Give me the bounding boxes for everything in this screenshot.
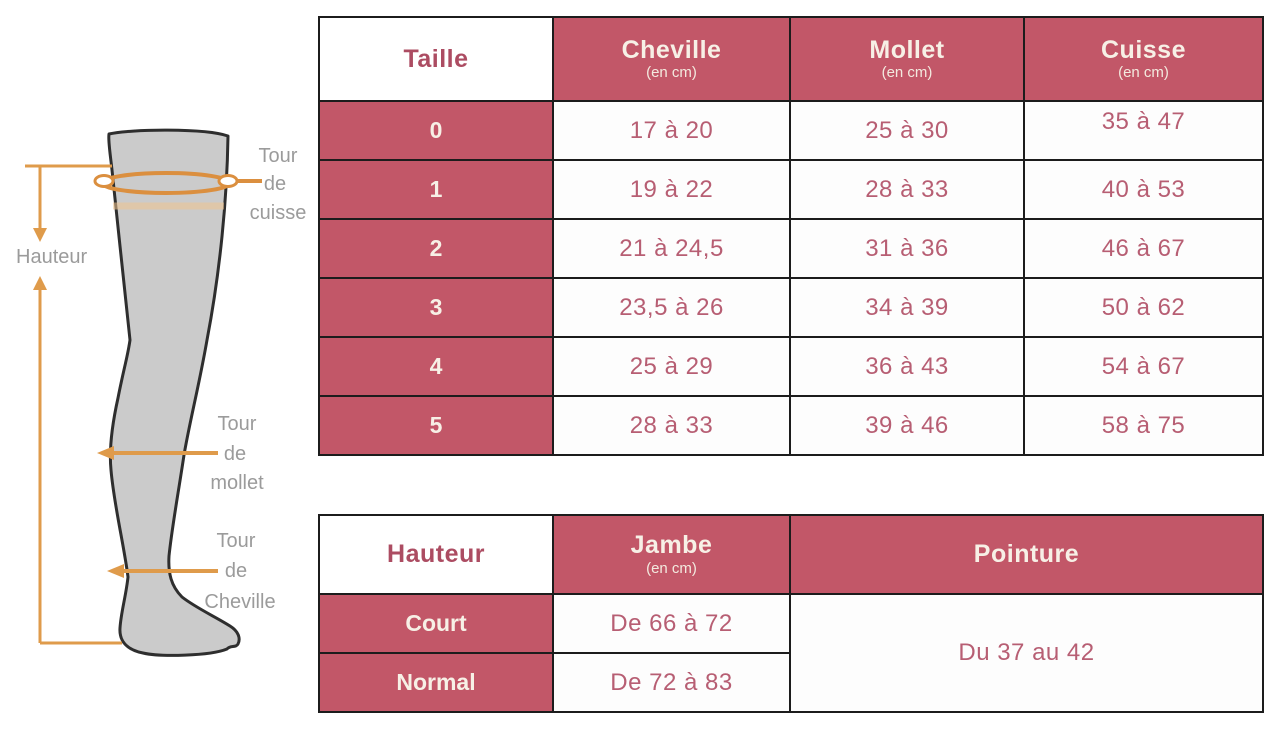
header-mollet-unit: (en cm) bbox=[881, 64, 933, 82]
header-cheville-unit: (en cm) bbox=[646, 64, 697, 82]
size-4-mollet: 36 à 43 bbox=[790, 337, 1024, 396]
label-tour-de-mollet bbox=[210, 413, 264, 494]
size-1-label: 1 bbox=[319, 160, 553, 219]
size-4-cheville: 25 à 29 bbox=[553, 337, 790, 396]
svg-text:cuisse: cuisse bbox=[249, 202, 307, 224]
size-row-4 bbox=[319, 337, 1263, 396]
svg-text:de: de bbox=[224, 560, 248, 582]
size-2-mollet: 31 à 36 bbox=[790, 219, 1024, 278]
size-row-2 bbox=[319, 219, 1263, 278]
size-4-label: 4 bbox=[319, 337, 553, 396]
size-table bbox=[318, 16, 1264, 456]
size-5-mollet: 39 à 46 bbox=[790, 396, 1024, 455]
size-2-cuisse: 46 à 67 bbox=[1024, 219, 1263, 278]
size-row-1 bbox=[319, 160, 1263, 219]
height-court-label: Court bbox=[319, 594, 553, 653]
size-row-5 bbox=[319, 396, 1263, 455]
height-court-jambe: De 66 à 72 bbox=[553, 594, 790, 653]
size-5-label: 5 bbox=[319, 396, 553, 455]
header-mollet-label: Mollet bbox=[869, 35, 945, 64]
size-3-label: 3 bbox=[319, 278, 553, 337]
svg-text:Tour: Tour bbox=[216, 530, 256, 552]
label-hauteur: Hauteur bbox=[16, 246, 88, 268]
size-0-cuisse bbox=[1024, 101, 1263, 160]
pointure-value: Du 37 au 42 bbox=[790, 594, 1263, 712]
size-1-cuisse: 40 à 53 bbox=[1024, 160, 1263, 219]
height-table bbox=[318, 514, 1264, 713]
svg-text:de: de bbox=[223, 443, 247, 465]
size-0-cheville: 17 à 20 bbox=[553, 101, 790, 160]
size-2-label: 2 bbox=[319, 219, 553, 278]
size-row-0 bbox=[319, 101, 1263, 160]
size-1-cheville: 19 à 22 bbox=[553, 160, 790, 219]
size-4-cuisse: 54 à 67 bbox=[1024, 337, 1263, 396]
size-0-cuisse-value: 35 à 47 bbox=[1101, 107, 1186, 135]
height-normal-label: Normal bbox=[319, 653, 553, 712]
height-table-header-row bbox=[319, 515, 1263, 594]
header-cheville-label: Cheville bbox=[621, 35, 722, 64]
size-3-cheville: 23,5 à 26 bbox=[553, 278, 790, 337]
svg-text:Tour: Tour bbox=[258, 145, 298, 167]
height-table-header-pointure bbox=[790, 515, 1263, 594]
height-arrow-up-icon bbox=[33, 276, 47, 290]
size-3-mollet: 34 à 39 bbox=[790, 278, 1024, 337]
height-arrow-down-icon bbox=[33, 228, 47, 242]
height-row-court bbox=[319, 594, 1263, 653]
size-0-label: 0 bbox=[319, 101, 553, 160]
size-table-header-taille: Taille bbox=[319, 17, 553, 101]
size-5-cheville: 28 à 33 bbox=[553, 396, 790, 455]
size-table-header-mollet bbox=[790, 17, 1024, 101]
svg-text:de: de bbox=[263, 173, 287, 195]
size-table-header-cuisse bbox=[1024, 17, 1263, 101]
header-cuisse-label: Cuisse bbox=[1101, 35, 1186, 64]
size-5-cuisse: 58 à 75 bbox=[1024, 396, 1263, 455]
size-table-header-row bbox=[319, 17, 1263, 101]
size-3-cuisse: 50 à 62 bbox=[1024, 278, 1263, 337]
header-cuisse-unit: (en cm) bbox=[1118, 64, 1169, 82]
size-row-3 bbox=[319, 278, 1263, 337]
header-jambe-label: Jambe bbox=[630, 531, 713, 560]
size-table-header-cheville bbox=[553, 17, 790, 101]
height-table-header-hauteur: Hauteur bbox=[319, 515, 553, 594]
label-tour-de-cuisse bbox=[250, 145, 307, 224]
header-pointure-label: Pointure bbox=[973, 540, 1080, 569]
leg-measurement-diagram bbox=[0, 0, 320, 733]
height-table-header-jambe bbox=[553, 515, 790, 594]
height-normal-jambe: De 72 à 83 bbox=[553, 653, 790, 712]
size-2-cheville: 21 à 24,5 bbox=[553, 219, 790, 278]
svg-text:mollet: mollet bbox=[210, 472, 264, 494]
header-jambe-unit: (en cm) bbox=[646, 559, 697, 577]
svg-text:Tour: Tour bbox=[217, 413, 257, 435]
size-1-mollet: 28 à 33 bbox=[790, 160, 1024, 219]
svg-text:Cheville: Cheville bbox=[204, 591, 276, 613]
size-0-mollet: 25 à 30 bbox=[790, 101, 1024, 160]
